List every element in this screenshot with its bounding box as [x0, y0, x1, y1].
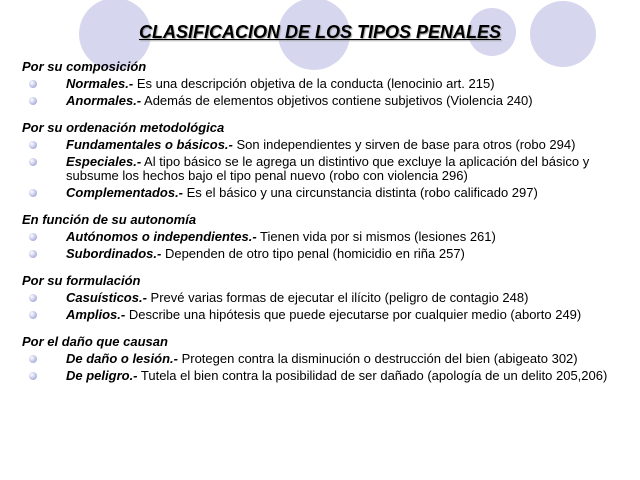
item-term: De daño o lesión.- — [66, 351, 178, 366]
bullet-icon — [29, 97, 37, 105]
item-text: Además de elementos objetivos contiene subjetivos (Violencia 240) — [141, 93, 533, 108]
item-text: Tutela el bien contra la posibilidad de ser dañado (apología de un delito 205,206) — [137, 368, 608, 383]
list-item — [22, 230, 632, 244]
list-item — [22, 186, 632, 200]
item-text: Dependen de otro tipo penal (homicidio en riña 257) — [161, 246, 465, 261]
section-autonomia — [22, 211, 632, 261]
bullet-icon — [29, 372, 37, 380]
bullet-icon — [29, 189, 37, 197]
section-heading: Por su formulación — [22, 273, 141, 288]
list-item — [22, 155, 632, 183]
item-term: Amplios.- — [66, 307, 126, 322]
bullet-icon — [29, 294, 37, 302]
item-text: Son independientes y sirven de base para otros (robo 294) — [232, 137, 576, 152]
item-term: Subordinados.- — [66, 246, 162, 261]
section-heading: Por el daño que causan — [22, 334, 168, 349]
section-heading: En función de su autonomía — [22, 212, 197, 227]
item-text: Prevé varias formas de ejecutar el ilícito (peligro de contagio 248) — [146, 290, 529, 305]
item-text: Al tipo básico se le agrega un distintivo que excluye la aplicación del básico y subsume los hechos bajo el tipo penal nuevo (robo con violencia 296) — [66, 154, 590, 183]
bullet-icon — [29, 158, 37, 166]
item-term: De peligro.- — [66, 368, 138, 383]
item-term: Autónomos o independientes.- — [66, 229, 257, 244]
list-item — [22, 308, 632, 322]
list-item — [22, 138, 632, 152]
bullet-icon — [29, 355, 37, 363]
list-item — [22, 77, 632, 91]
bullet-icon — [29, 233, 37, 241]
item-term: Fundamentales o básicos.- — [66, 137, 233, 152]
section-heading: Por su ordenación metodológica — [22, 120, 225, 135]
item-term: Anormales.- — [66, 93, 142, 108]
list-item — [22, 94, 632, 108]
bullet-icon — [29, 141, 37, 149]
item-term: Especiales.- — [66, 154, 142, 169]
list-item — [22, 291, 632, 305]
section-heading: Por su composición — [22, 59, 147, 74]
section-ordenacion — [22, 119, 632, 200]
item-text: Tienen vida por si mismos (lesiones 261) — [256, 229, 496, 244]
item-term: Casuísticos.- — [66, 290, 147, 305]
slide-title: CLASIFICACION DE LOS TIPOS PENALES — [138, 22, 502, 42]
item-text: Es una descripción objetiva de la conducta (lenocinio art. 215) — [133, 76, 495, 91]
list-item — [22, 369, 632, 383]
item-text: Protegen contra la disminución o destrucción del bien (abigeato 302) — [177, 351, 578, 366]
section-dano — [22, 333, 632, 383]
list-item — [22, 247, 632, 261]
bullet-icon — [29, 250, 37, 258]
section-formulacion — [22, 272, 632, 322]
bullet-icon — [29, 80, 37, 88]
section-composicion — [22, 58, 632, 108]
item-term: Complementados.- — [66, 185, 184, 200]
item-text: Describe una hipótesis que puede ejecutarse por cualquier medio (aborto 249) — [125, 307, 582, 322]
bullet-icon — [29, 311, 37, 319]
item-term: Normales.- — [66, 76, 134, 91]
list-item — [22, 352, 632, 366]
item-text: Es el básico y una circunstancia distinta (robo calificado 297) — [183, 185, 538, 200]
slide-content — [22, 58, 632, 394]
